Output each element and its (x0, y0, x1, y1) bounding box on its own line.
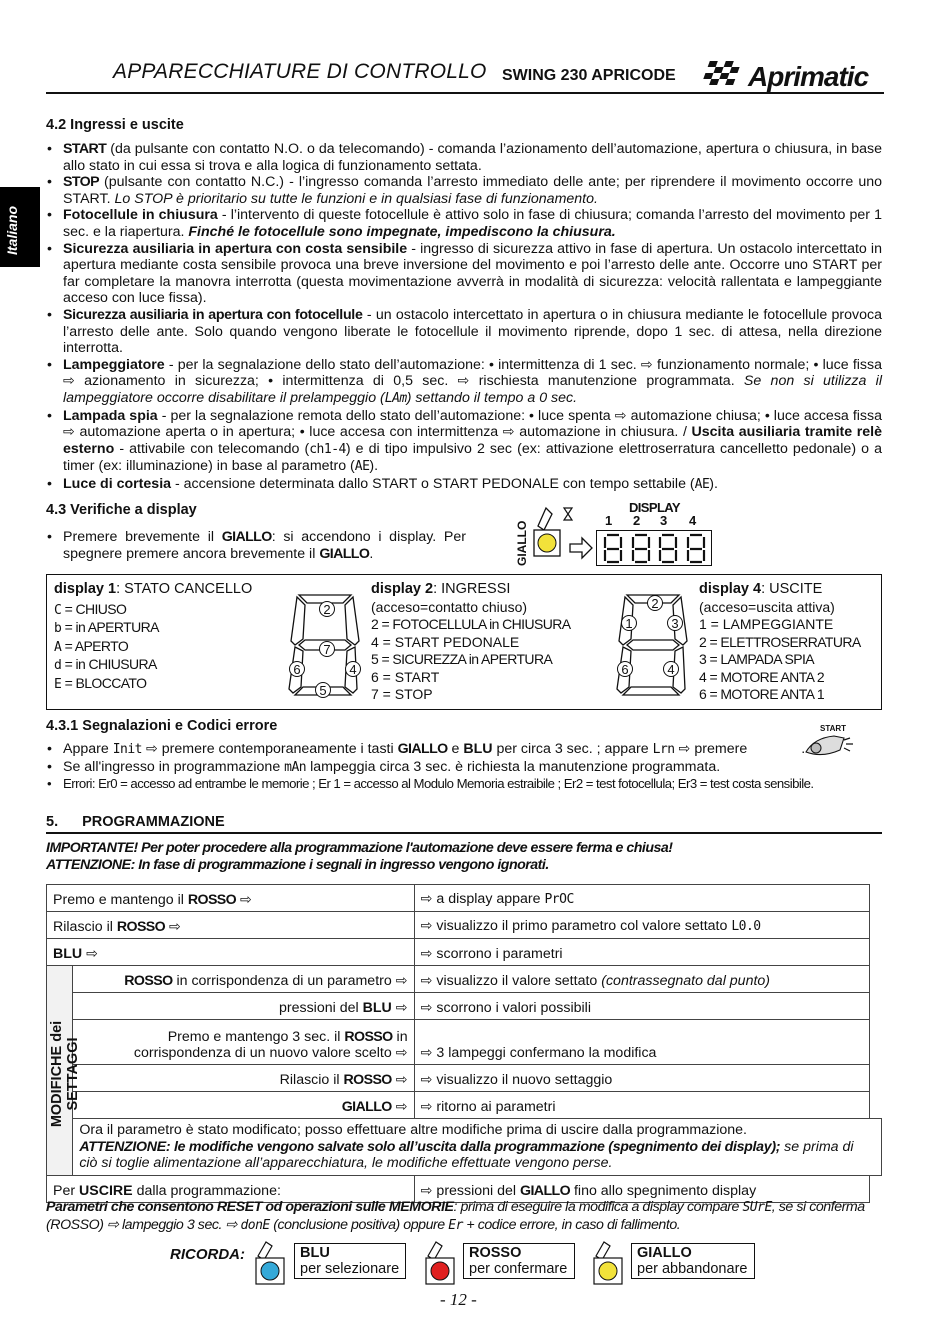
reset-note: Parametri che consentono RESET od operazioni sulle MEMORIE: prima di eseguire la modifica a display compare SUrE, se si conferma (ROSSO) ⇨ lampeggio 3 sec. ⇨ donE (conclusione positiva) oppure Er + codice errore, in caso di fallimento. (46, 1199, 865, 1233)
section-5-rule (46, 832, 882, 834)
display-number: 1 (605, 513, 613, 528)
legend-item: A = APERTO (54, 637, 129, 655)
list-item: • Errori: Er0 = accesso ad entrambe le memorie ; Er 1 = accesso al Modulo Memoria estraibile ; Er2 = test fotocellula; Er3 = test costa sensibile. (46, 776, 882, 793)
start-remote-icon (800, 724, 860, 760)
section-4-3-text: • Premere brevemente il GIALLO: si accendono i display. Per spegnere premere ancora brevemente il GIALLO. (46, 529, 466, 562)
table-row: Per USCIRE dalla programmazione: ⇨ pressioni del GIALLO fino allo spegnimento display (47, 1175, 882, 1202)
legend-item: b = in APERTURA (54, 619, 159, 636)
list-item: • Se all'ingresso in programmazione mAn lampeggia circa 3 sec. è richiesta la manutenzione programmata. (46, 759, 882, 777)
list-item: • Fotocellule in chiusura - l’intervento di queste fotocellule è attivo solo in fase di chiusura; comanda l’arresto del movimento per 1 sec. e la riapertura. Finché le fotocellule sono impegnate, impediscono la chiusura. (46, 207, 882, 240)
blue-button-icon (252, 1240, 296, 1286)
section-4-2-heading: 4.2 Ingressi e uscite (46, 117, 184, 133)
header-model: SWING 230 APRICODE (502, 67, 676, 84)
svg-text:1: 1 (625, 616, 633, 631)
list-item: • Luce di cortesia - accensione determinata dallo START o START PEDONALE con tempo settabile (AE). (46, 476, 882, 494)
section-5-heading: 5. PROGRAMMAZIONE (46, 814, 225, 830)
display-legend-box (46, 574, 882, 710)
table-row: GIALLO ⇨ ⇨ ritorno ai parametri (47, 1092, 882, 1119)
list-item: • Sicurezza ausiliaria in apertura con costa sensibile - ingresso di sicurezza attivo in fase di apertura. Un ostacolo intercettato in apertura mediante costa sensibile provoca una breve inversione del movimento e poi l’arresto delle ante. Occorre uno START per far completare la manovra interrotta (questa movimentazione avverrà in modalità di sicurezza: velocità rallentata e lampeggiante acceso con luce fissa). (46, 241, 882, 307)
table-row: MODIFICHE dei SETTAGGI ROSSO in corrispondenza di un parametro ⇨ ⇨ visualizzo il valore settato (contrassegnato dal punto) (47, 966, 882, 993)
legend-item: 4 = START PEDONALE (371, 633, 520, 650)
legend-item: 3 = LAMPADA SPIA (699, 651, 815, 667)
programming-table (46, 884, 882, 1203)
svg-text:6: 6 (621, 662, 629, 677)
legend-item: 6 = MOTORE ANTA 1 (699, 686, 825, 702)
start-label: START (820, 724, 847, 733)
giallo-vertical-label: GIALLO (515, 520, 529, 566)
display-illustration (512, 500, 712, 570)
list-item: • Lampeggiatore - per la segnalazione dello stato dell’automazione: • intermittenza di 1 sec. ⇨ funzionamento normale; • luce fissa ⇨ azionamento in sicurezza; • intermittenza di 0,5 sec. ⇨ rischiesta manutenzione programmata. Se non si utilizza il lampeggiatore occorre disabilitare il prelampeggio (LAm) settando il tempo a 0 sec. (46, 357, 882, 408)
modifiche-vertical-label: MODIFICHE dei SETTAGGI (47, 966, 73, 1176)
ricorda-label: RICORDA: (170, 1246, 245, 1263)
legend-item: 5 = SICUREZZA in APERTURA (371, 651, 553, 667)
svg-text:7: 7 (323, 642, 331, 657)
list-item: • Appare Init ⇨ premere contemporaneamente i tasti GIALLO e BLU per circa 3 sec. ; appare Lrn ⇨ premere . (46, 741, 882, 759)
ricorda-rosso-box: ROSSO per confermare (463, 1243, 575, 1279)
legend-item: E = BLOCCATO (54, 674, 147, 692)
four-digit-display-icon (596, 530, 712, 566)
table-row: Premo e mantengo il ROSSO ⇨ ⇨ a display appare PrOC (47, 885, 882, 912)
section-4-3-1-list (46, 741, 882, 793)
display-4-legend: display 4: USCITE (acceso=uscita attiva) 1 = LAMPEGGIANTE 2 = ELETTROSERRATURA 3 = LAMPADA SPIA 4 = MOTORE ANTA 2 6 = MOTORE ANTA 1 (699, 581, 861, 702)
red-button-icon (422, 1240, 466, 1286)
table-row: Rilascio il ROSSO ⇨ ⇨ visualizzo il primo parametro col valore settato L0.0 (47, 912, 882, 939)
table-row (47, 1119, 882, 1176)
page-number: - 12 - (440, 1290, 477, 1309)
svg-text:2: 2 (651, 596, 659, 611)
ricorda-blu-box: BLU per selezionare (294, 1243, 406, 1279)
table-row: pressioni del BLU ⇨ ⇨ scorrono i valori possibili (47, 993, 882, 1020)
aprimatic-logo (700, 55, 882, 95)
display-number: 4 (689, 513, 697, 528)
legend-item: 1 = LAMPEGGIANTE (699, 616, 834, 632)
legend-item: 6 = START (371, 668, 440, 685)
yellow-button-icon (530, 500, 602, 570)
ricorda-giallo-box: GIALLO per abbandonare (631, 1243, 755, 1279)
section-4-3-heading: 4.3 Verifiche a display (46, 502, 197, 518)
svg-text:4: 4 (349, 662, 357, 677)
svg-text:5: 5 (319, 683, 327, 698)
list-item: • Lampada spia - per la segnalazione remota dello stato dell’automazione: • luce spenta ⇨ automazione chiusa; • luce accesa fissa ⇨ automazione aperta o in apertura; • luce accesa con intermittenza ⇨ automazione in chiusura. / Uscita ausiliaria tramite relè esterno - attivabile con telecomando (ch1-4) e di tipo impulsivo 2 sec (ex: attivazione elettroserratura cancelletto pedonale) o a timer (ex: illuminazione) in base al parametro (AE). (46, 408, 882, 476)
svg-text:3: 3 (671, 616, 679, 631)
list-item: • Sicurezza ausiliaria in apertura con fotocellule - un ostacolo intercettato in apertura o in chiusura mediante le fotocellule provoca l’arresto delle ante. Solo quando vengono liberate le fotocellule il movimento riprende, dopo 1 sec. di attesa, nella direzione interrotta. (46, 307, 882, 357)
svg-text:2: 2 (323, 602, 331, 617)
display-4-segment-diagram (611, 589, 695, 699)
language-tab: Italiano (0, 187, 40, 267)
legend-item: 4 = MOTORE ANTA 2 (699, 668, 825, 685)
svg-text:4: 4 (667, 662, 675, 677)
section-5-warning: IMPORTANTE! Per poter procedere alla programmazione l'automazione deve essere ferma e chiusa! ATTENZIONE: In fase di programmazione i segnali in ingresso vengono ignorati. (46, 840, 673, 873)
legend-item: d = in CHIUSURA (54, 656, 157, 673)
list-item: • START (da pulsante con contatto N.O. o da telecomando) - comanda l’azionamento dell’automazione, apertura o chiusura, in base allo stato in cui essa si trova e alla logica di funzionamento settata. (46, 141, 882, 174)
yellow-button-icon (590, 1240, 634, 1286)
table-row: Rilascio il ROSSO ⇨ ⇨ visualizzo il nuovo settaggio (47, 1065, 882, 1092)
display-label: DISPLAY (629, 500, 680, 515)
legend-item: C = CHIUSO (54, 600, 127, 618)
table-row: Premo e mantengo 3 sec. il ROSSO in corrispondenza di un nuovo valore scelto ⇨ ⇨ 3 lampeggi confermano la modifica (47, 1020, 882, 1065)
header-title: APPARECCHIATURE DI CONTROLLO (113, 60, 487, 83)
legend-item: 7 = STOP (371, 686, 433, 702)
legend-item: 2 = ELETTROSERRATURA (699, 633, 861, 650)
table-row: BLU ⇨ ⇨ scorrono i parametri (47, 939, 882, 966)
svg-text:6: 6 (293, 662, 301, 677)
svg-text:Aprimatic: Aprimatic (748, 61, 869, 92)
display-number: 3 (660, 513, 668, 528)
display-2-segment-diagram (283, 589, 367, 699)
display-1-legend: display 1: STATO CANCELLO C = CHIUSO b = in APERTURA A = APERTO d = in CHIUSURA E = BLOCCATO (54, 581, 253, 692)
list-item: • STOP (pulsante con contatto N.C.) - l’ingresso comanda l’arresto immediato delle ante; per riprendere il movimento occorre uno START. Lo STOP è prioritario su tutte le funzioni e in qualsiasi fase di funzionamento. (46, 174, 882, 207)
display-2-legend: display 2: INGRESSI (acceso=contatto chiuso) 2 = FOTOCELLULA in CHIUSURA 4 = START PEDONALE 5 = SICUREZZA in APERTURA 6 = START 7 = STOP (371, 581, 571, 702)
section-4-3-1-heading: 4.3.1 Segnalazioni e Codici errore (46, 718, 278, 734)
section-4-2-list (46, 141, 882, 493)
header-rule (46, 92, 884, 94)
legend-item: 2 = FOTOCELLULA in CHIUSURA (371, 616, 571, 632)
display-number: 2 (633, 513, 641, 528)
table-note: Ora il parametro è stato modificato; posso effettuare altre modifiche prima di uscire dalla programmazione. ATTENZIONE: le modifiche vengono salvate solo all’uscita dalla programmazione (spegnimento dei display); se prima di ciò si toglie alimentazione all’apparecchiatura, le modifiche effettuate vengono perse. (73, 1119, 869, 1176)
